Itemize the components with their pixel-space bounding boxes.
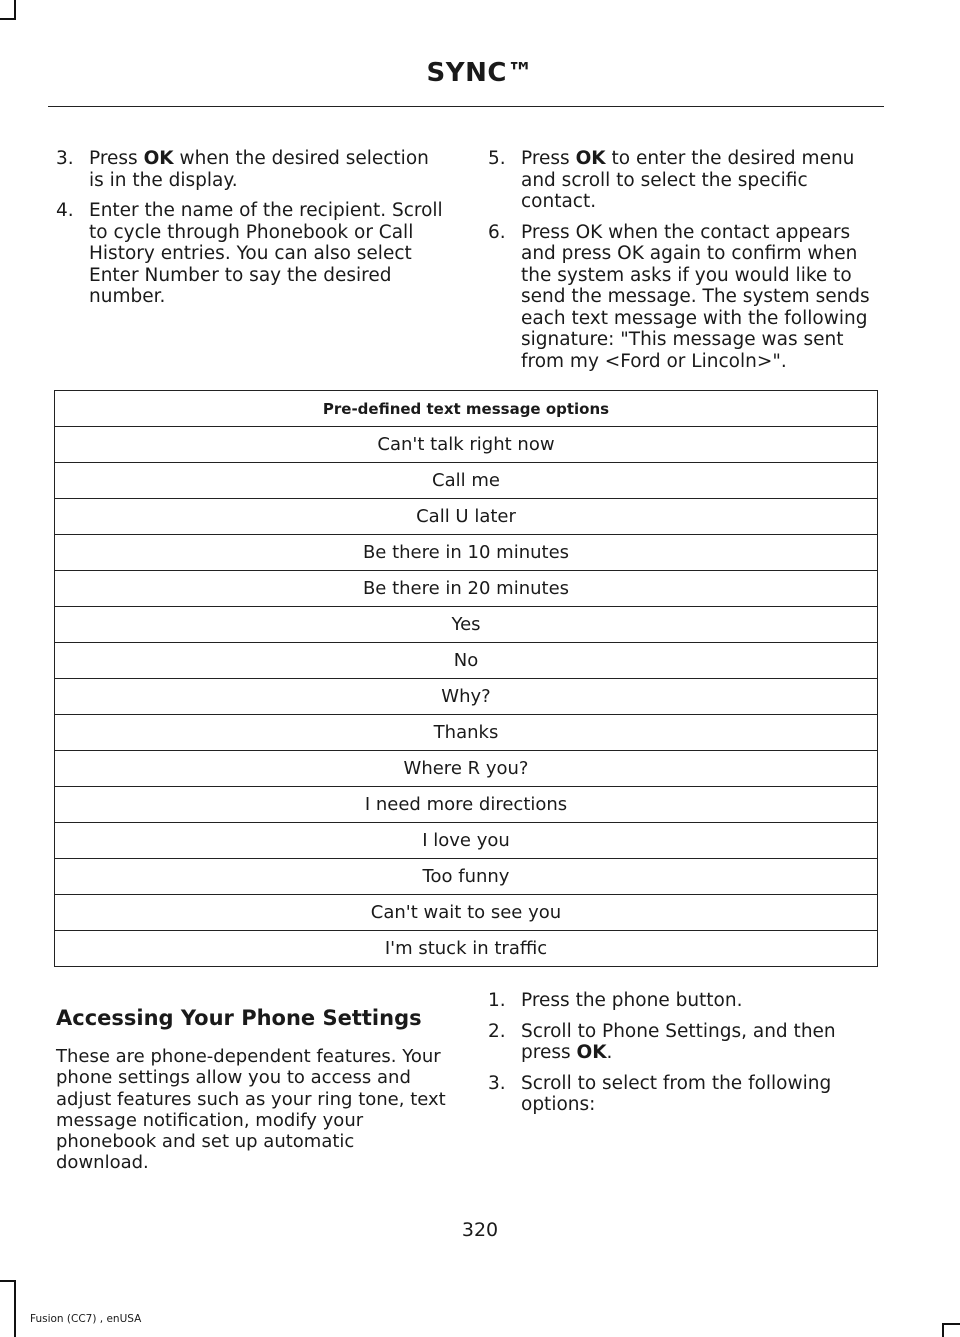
step-text-part: to enter the desired menu and scroll to select the specific contact. [521, 148, 855, 212]
step-text [89, 200, 448, 308]
step-text-part: Enter the name of the recipient. Scroll to cycle through Phonebook or Call History entries. You can also select Enter Number to say the desired number. [89, 200, 443, 307]
table-row: Can't talk right now [55, 427, 877, 463]
step-number: 3. [56, 148, 74, 169]
step-number: 4. [56, 200, 74, 221]
crop-mark [14, 0, 16, 20]
step-item [488, 222, 876, 373]
crop-mark [942, 1323, 960, 1325]
step-bold-keyword: OK [576, 1042, 607, 1063]
right-step-list [488, 148, 876, 381]
step-text-part: when the desired selection is in the display. [89, 148, 429, 191]
step-number: 6. [488, 221, 506, 243]
step-item [488, 1073, 876, 1116]
step-item [56, 200, 448, 308]
step-number: 1. [488, 990, 506, 1011]
table-row: Where R you? [55, 751, 877, 787]
left-step-list [56, 148, 448, 317]
table-row: No [55, 643, 877, 679]
crop-mark [14, 1280, 16, 1337]
step-item [488, 1021, 876, 1064]
page-number: 320 [461, 1219, 499, 1241]
step-number: 5. [488, 148, 506, 169]
step-text-part: Scroll to select from the following options: [521, 1072, 832, 1115]
step-text [521, 222, 876, 373]
table-row: Too funny [55, 859, 877, 895]
step-text-part: Press OK when the contact appears and press OK again to confirm when the system asks if you would like to send the message. The system sends each text message with the following signature: "This message was sent from my <Ford or Lincoln>". [521, 221, 870, 372]
step-text [521, 990, 876, 1012]
step-text [521, 148, 876, 213]
step-text-part: Press [521, 148, 576, 169]
crop-mark [0, 1280, 16, 1282]
header-rule [48, 106, 884, 107]
phone-settings-step-list [488, 990, 876, 1125]
step-number: 3. [488, 1072, 506, 1094]
running-header-title: SYNC™ [426, 58, 534, 88]
step-item [488, 990, 876, 1012]
footer-text: Fusion (CC7) , enUSA [30, 1313, 142, 1325]
text-message-options-table [54, 390, 878, 967]
crop-mark [0, 18, 16, 20]
section-paragraph: These are phone-dependent features. Your phone settings allow you to access and adjust features such as your ring tone, text message notification, modify your phonebook and set up automatic download. [56, 1046, 446, 1174]
table-header: Pre-defined text message options [55, 391, 877, 427]
section-heading: Accessing Your Phone Settings [56, 1006, 422, 1030]
table-row: Be there in 10 minutes [55, 535, 877, 571]
table-row: Call U later [55, 499, 877, 535]
step-text-part: Press the phone button. [521, 990, 743, 1011]
table-row: I love you [55, 823, 877, 859]
step-item [488, 148, 876, 213]
step-bold-keyword: OK [143, 148, 174, 169]
step-text [521, 1021, 876, 1064]
step-bold-keyword: OK [575, 148, 606, 169]
step-text-part: . [606, 1042, 613, 1063]
table-row: Yes [55, 607, 877, 643]
table-row: Call me [55, 463, 877, 499]
step-text-part: Press [89, 148, 144, 169]
table-row: Be there in 20 minutes [55, 571, 877, 607]
table-row: Thanks [55, 715, 877, 751]
step-text [521, 1073, 876, 1116]
step-text [89, 148, 448, 191]
step-number: 2. [488, 1020, 506, 1042]
crop-mark [942, 1325, 944, 1337]
table-row: I need more directions [55, 787, 877, 823]
step-text-part: Scroll to Phone Settings, and then press [521, 1020, 836, 1063]
table-row: Can't wait to see you [55, 895, 877, 931]
phone-settings-section [56, 1006, 448, 1174]
table-row: Why? [55, 679, 877, 715]
table-row: I'm stuck in traffic [384, 938, 548, 959]
step-item [56, 148, 448, 191]
